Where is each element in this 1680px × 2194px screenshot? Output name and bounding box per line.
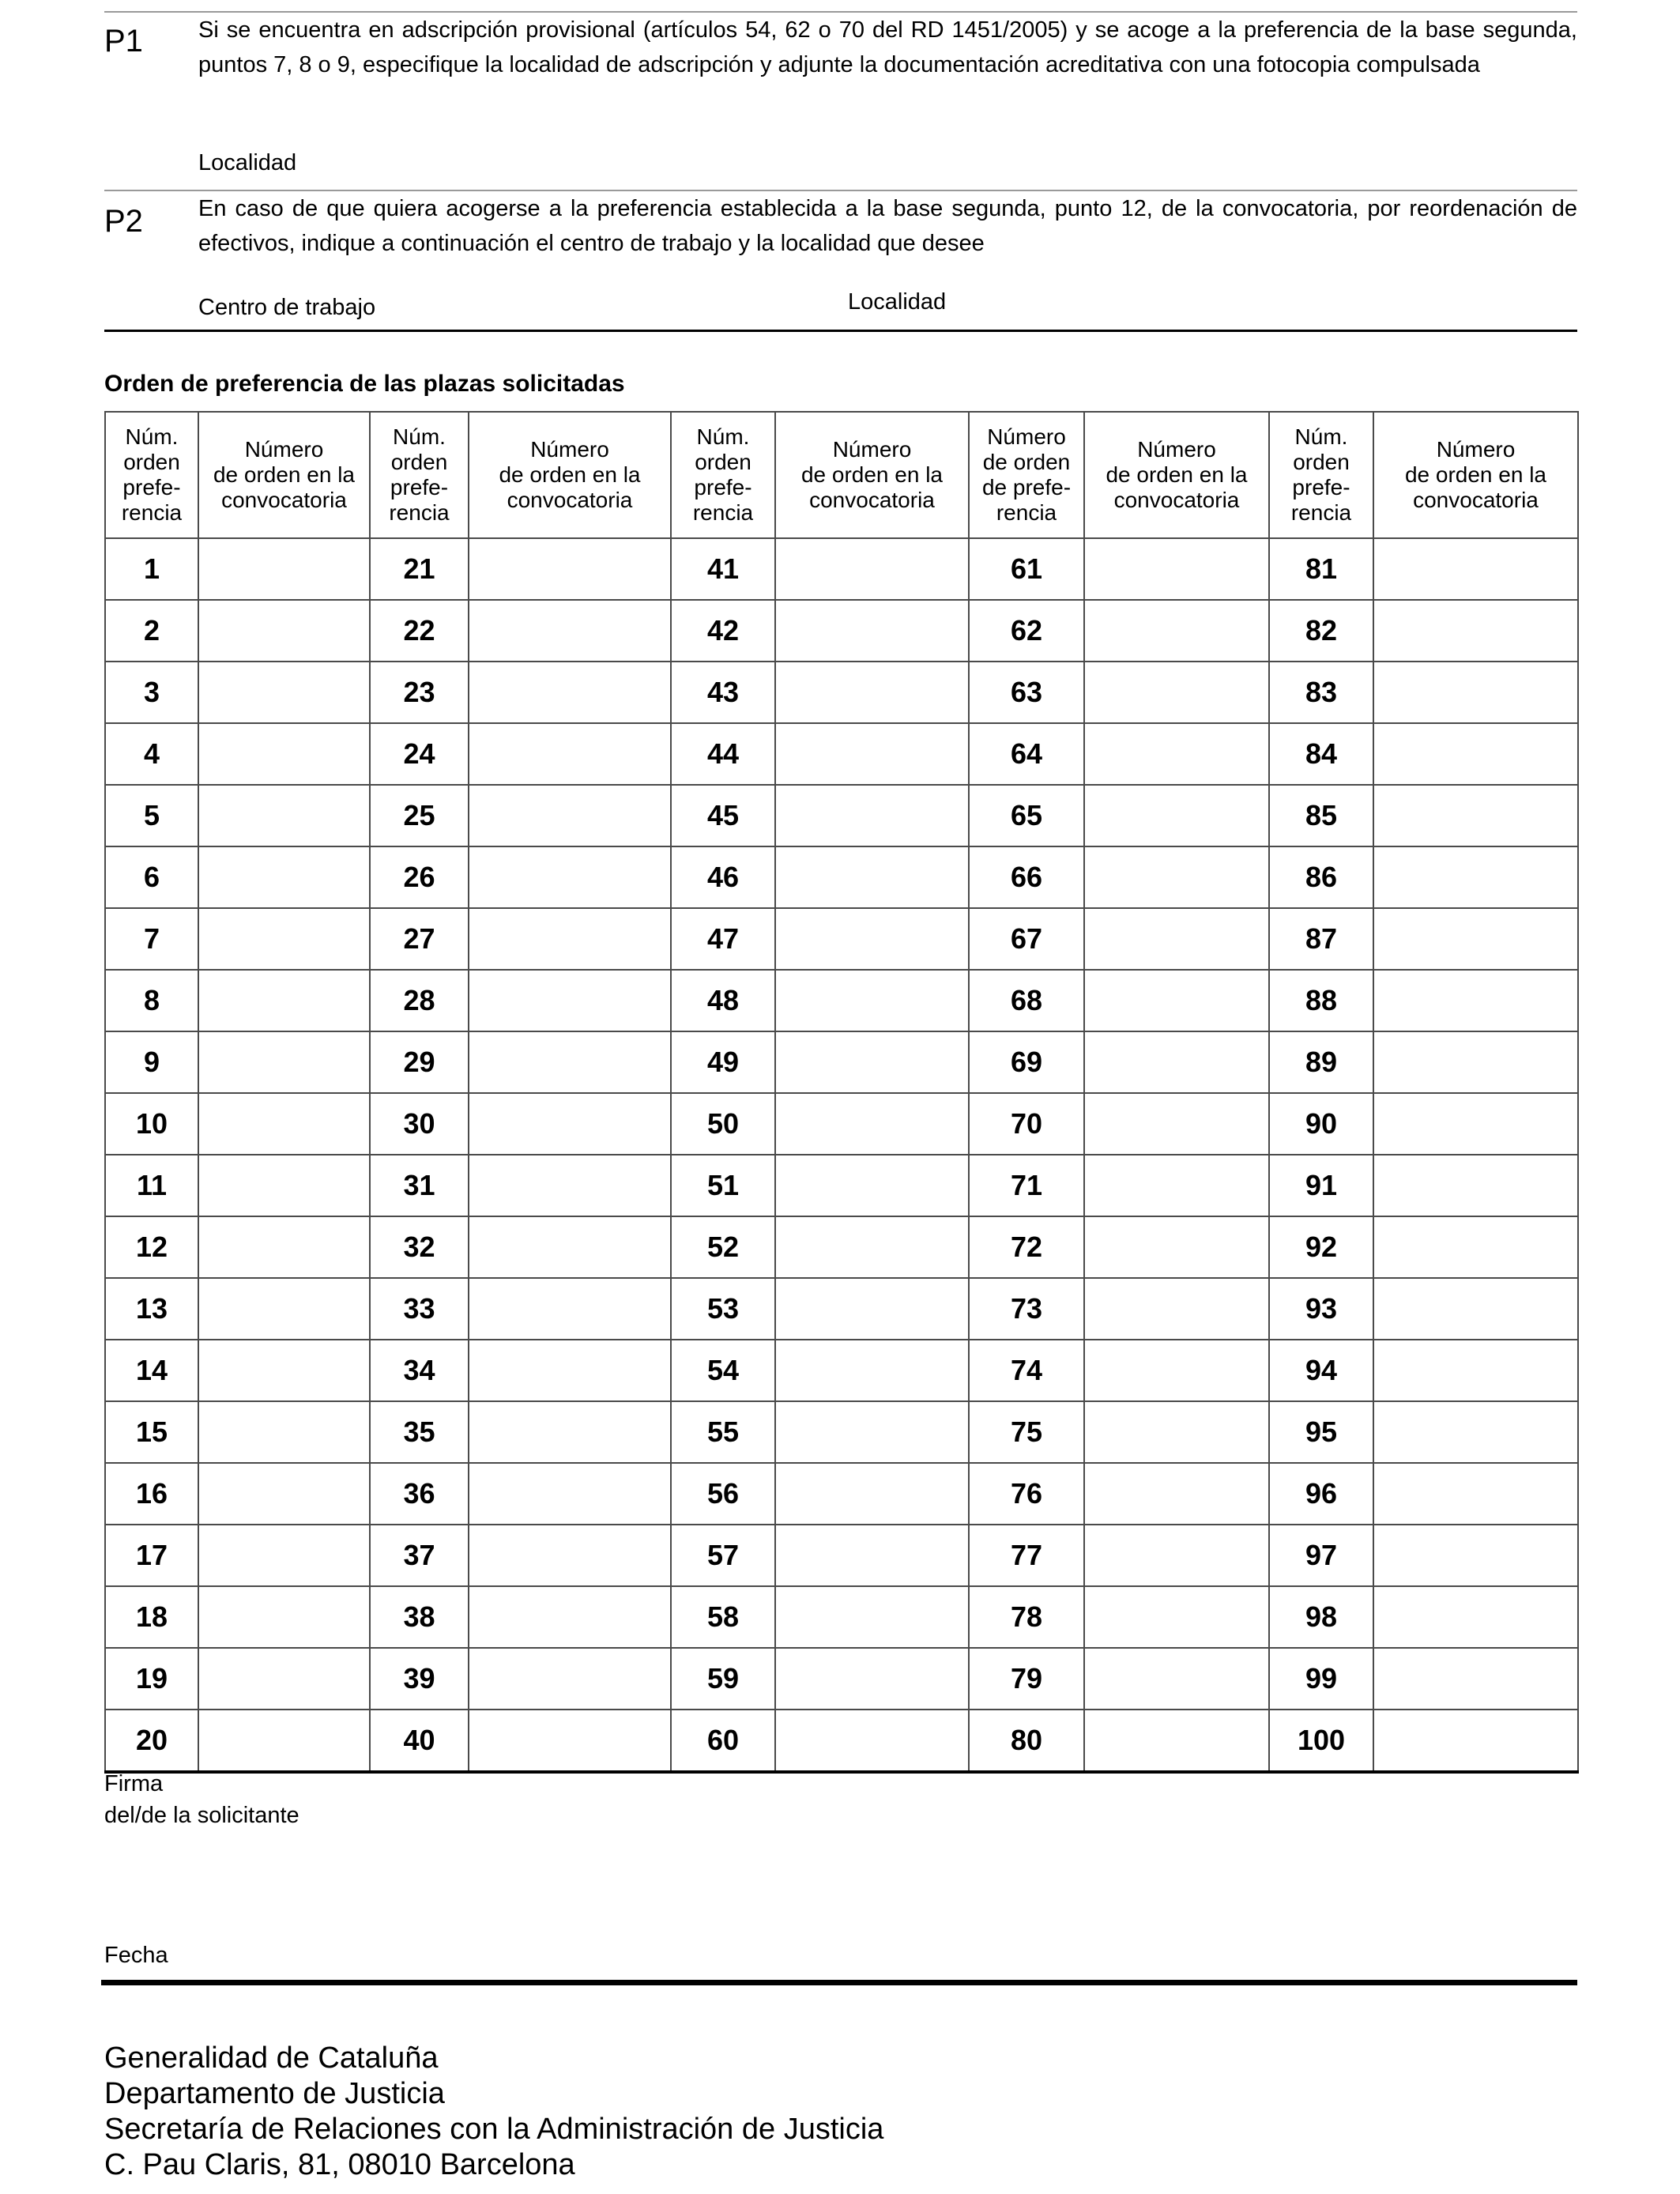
preference-number-cell: 84: [1269, 723, 1373, 785]
convocatoria-number-input-cell[interactable]: [1373, 723, 1578, 785]
p2-centro-label: Centro de trabajo: [198, 295, 376, 320]
preference-number-cell: 73: [969, 1278, 1084, 1340]
convocatoria-number-input-cell[interactable]: [1084, 1340, 1269, 1401]
table-row: [105, 785, 1578, 846]
convocatoria-number-input-cell[interactable]: [1084, 1155, 1269, 1216]
footer-address: C. Pau Claris, 81, 08010 Barcelona: [104, 2148, 575, 2181]
preference-number-cell: 67: [969, 908, 1084, 970]
table-row: [105, 600, 1578, 662]
convocatoria-number-input-cell[interactable]: [775, 908, 969, 970]
convocatoria-number-input-cell[interactable]: [1373, 1463, 1578, 1525]
p2-localidad-label: Localidad: [848, 289, 947, 315]
convocatoria-number-input-cell[interactable]: [1084, 1525, 1269, 1586]
header-numero-orden-convocatoria: Número de orden en la convocatoria: [775, 412, 969, 538]
convocatoria-number-input-cell[interactable]: [775, 970, 969, 1031]
preference-number-cell: 76: [969, 1463, 1084, 1525]
preference-number-cell: 68: [969, 970, 1084, 1031]
table-row: [105, 723, 1578, 785]
convocatoria-number-input-cell[interactable]: [469, 538, 671, 600]
preference-number-cell: 79: [969, 1648, 1084, 1710]
preference-table: [104, 411, 1579, 1774]
convocatoria-number-input-cell[interactable]: [1084, 538, 1269, 600]
signature-bottom-rule: [101, 1980, 1577, 1985]
preference-number-cell: 95: [1269, 1401, 1373, 1463]
header-num-orden-preferencia: Núm. orden prefe- rencia: [105, 412, 198, 538]
preference-number-cell: 62: [969, 600, 1084, 662]
table-row: [105, 908, 1578, 970]
convocatoria-number-input-cell[interactable]: [1084, 1586, 1269, 1648]
preference-number-cell: 43: [671, 662, 775, 723]
convocatoria-number-input-cell[interactable]: [1084, 1031, 1269, 1093]
preference-number-cell: 2: [105, 600, 198, 662]
convocatoria-number-input-cell[interactable]: [198, 723, 370, 785]
preference-number-cell: 59: [671, 1648, 775, 1710]
convocatoria-number-input-cell[interactable]: [775, 1340, 969, 1401]
preference-number-cell: 83: [1269, 662, 1373, 723]
convocatoria-number-input-cell[interactable]: [198, 1710, 370, 1772]
p1-instructions: Si se encuentra en adscripción provisional (artículos 54, 62 o 70 del RD 1451/2005) y se acoge a la preferencia de la base segunda, puntos 7, 8 o 9, especifique la localidad de adscripción y adjunte la documentación acreditativa con una fotocopia compulsada: [198, 17, 1577, 77]
preference-number-cell: 7: [105, 908, 198, 970]
table-row: [105, 1463, 1578, 1525]
convocatoria-number-input-cell[interactable]: [198, 785, 370, 846]
convocatoria-number-input-cell[interactable]: [775, 1155, 969, 1216]
preference-number-cell: 37: [370, 1525, 469, 1586]
preference-number-cell: 90: [1269, 1093, 1373, 1155]
preference-number-cell: 28: [370, 970, 469, 1031]
header-num-orden-preferencia: Núm. orden prefe- rencia: [1269, 412, 1373, 538]
convocatoria-number-input-cell[interactable]: [775, 785, 969, 846]
convocatoria-number-input-cell[interactable]: [775, 662, 969, 723]
convocatoria-number-input-cell[interactable]: [469, 600, 671, 662]
preference-number-cell: 30: [370, 1093, 469, 1155]
preference-number-cell: 61: [969, 538, 1084, 600]
preference-number-cell: 38: [370, 1586, 469, 1648]
convocatoria-number-input-cell[interactable]: [469, 1710, 671, 1772]
table-row: [105, 1093, 1578, 1155]
preference-number-cell: 72: [969, 1216, 1084, 1278]
preference-number-cell: 98: [1269, 1586, 1373, 1648]
preference-number-cell: 18: [105, 1586, 198, 1648]
table-row: [105, 1710, 1578, 1772]
preference-number-cell: 41: [671, 538, 775, 600]
preference-number-cell: 58: [671, 1586, 775, 1648]
convocatoria-number-input-cell[interactable]: [469, 1586, 671, 1648]
preference-number-cell: 45: [671, 785, 775, 846]
preference-number-cell: 36: [370, 1463, 469, 1525]
convocatoria-number-input-cell[interactable]: [1373, 1031, 1578, 1093]
preference-number-cell: 29: [370, 1031, 469, 1093]
table-row: [105, 1648, 1578, 1710]
table-row: [105, 1340, 1578, 1401]
convocatoria-number-input-cell[interactable]: [198, 846, 370, 908]
preference-number-cell: 46: [671, 846, 775, 908]
convocatoria-number-input-cell[interactable]: [198, 1401, 370, 1463]
p2-tag: P2: [104, 204, 143, 239]
preference-number-cell: 74: [969, 1340, 1084, 1401]
signature-label-line2: del/de la solicitante: [104, 1803, 299, 1828]
convocatoria-number-input-cell[interactable]: [469, 1093, 671, 1155]
header-numero-orden-convocatoria: Número de orden en la convocatoria: [1373, 412, 1578, 538]
convocatoria-number-input-cell[interactable]: [1084, 1216, 1269, 1278]
convocatoria-number-input-cell[interactable]: [469, 1463, 671, 1525]
preference-number-cell: 42: [671, 600, 775, 662]
preference-number-cell: 3: [105, 662, 198, 723]
preference-number-cell: 99: [1269, 1648, 1373, 1710]
preference-number-cell: 75: [969, 1401, 1084, 1463]
convocatoria-number-input-cell[interactable]: [469, 846, 671, 908]
convocatoria-number-input-cell[interactable]: [1084, 1710, 1269, 1772]
preference-number-cell: 27: [370, 908, 469, 970]
preference-number-cell: 20: [105, 1710, 198, 1772]
preference-number-cell: 54: [671, 1340, 775, 1401]
preference-number-cell: 82: [1269, 600, 1373, 662]
preference-number-cell: 32: [370, 1216, 469, 1278]
convocatoria-number-input-cell[interactable]: [469, 1155, 671, 1216]
convocatoria-number-input-cell[interactable]: [469, 1401, 671, 1463]
convocatoria-number-input-cell[interactable]: [1373, 1710, 1578, 1772]
convocatoria-number-input-cell[interactable]: [1084, 600, 1269, 662]
convocatoria-number-input-cell[interactable]: [775, 1463, 969, 1525]
preference-number-cell: 12: [105, 1216, 198, 1278]
convocatoria-number-input-cell[interactable]: [198, 1463, 370, 1525]
convocatoria-number-input-cell[interactable]: [198, 908, 370, 970]
preference-number-cell: 81: [1269, 538, 1373, 600]
preference-number-cell: 85: [1269, 785, 1373, 846]
convocatoria-number-input-cell[interactable]: [1373, 846, 1578, 908]
table-row: [105, 1031, 1578, 1093]
preference-number-cell: 8: [105, 970, 198, 1031]
fecha-label: Fecha: [104, 1943, 168, 1968]
preference-number-cell: 4: [105, 723, 198, 785]
table-row: [105, 1216, 1578, 1278]
convocatoria-number-input-cell[interactable]: [775, 1216, 969, 1278]
convocatoria-number-input-cell[interactable]: [1373, 1401, 1578, 1463]
convocatoria-number-input-cell[interactable]: [1373, 1525, 1578, 1586]
convocatoria-number-input-cell[interactable]: [198, 1278, 370, 1340]
preference-number-cell: 92: [1269, 1216, 1373, 1278]
convocatoria-number-input-cell[interactable]: [469, 1525, 671, 1586]
convocatoria-number-input-cell[interactable]: [198, 1586, 370, 1648]
preference-number-cell: 21: [370, 538, 469, 600]
convocatoria-number-input-cell[interactable]: [1373, 970, 1578, 1031]
convocatoria-number-input-cell[interactable]: [775, 723, 969, 785]
footer-department: Departamento de Justicia: [104, 2077, 445, 2110]
preference-number-cell: 100: [1269, 1710, 1373, 1772]
preference-number-cell: 69: [969, 1031, 1084, 1093]
preference-number-cell: 53: [671, 1278, 775, 1340]
convocatoria-number-input-cell[interactable]: [1084, 846, 1269, 908]
convocatoria-number-input-cell[interactable]: [469, 723, 671, 785]
footer-org: Generalidad de Cataluña: [104, 2041, 439, 2075]
convocatoria-number-input-cell[interactable]: [1084, 1401, 1269, 1463]
convocatoria-number-input-cell[interactable]: [469, 662, 671, 723]
convocatoria-number-input-cell[interactable]: [1084, 785, 1269, 846]
convocatoria-number-input-cell[interactable]: [775, 1401, 969, 1463]
preference-number-cell: 14: [105, 1340, 198, 1401]
header-numero-orden-convocatoria: Número de orden en la convocatoria: [1084, 412, 1269, 538]
preference-number-cell: 57: [671, 1525, 775, 1586]
preference-number-cell: 89: [1269, 1031, 1373, 1093]
preference-number-cell: 91: [1269, 1155, 1373, 1216]
preference-number-cell: 23: [370, 662, 469, 723]
convocatoria-number-input-cell[interactable]: [469, 785, 671, 846]
convocatoria-number-input-cell[interactable]: [775, 1710, 969, 1772]
preference-number-cell: 51: [671, 1155, 775, 1216]
preference-number-cell: 44: [671, 723, 775, 785]
convocatoria-number-input-cell[interactable]: [198, 600, 370, 662]
preference-number-cell: 16: [105, 1463, 198, 1525]
signature-label-line1: Firma: [104, 1771, 164, 1796]
preference-number-cell: 77: [969, 1525, 1084, 1586]
preference-number-cell: 17: [105, 1525, 198, 1586]
table-row: [105, 1401, 1578, 1463]
convocatoria-number-input-cell[interactable]: [775, 1648, 969, 1710]
table-row: [105, 1586, 1578, 1648]
convocatoria-number-input-cell[interactable]: [469, 1278, 671, 1340]
preference-number-cell: 65: [969, 785, 1084, 846]
preference-number-cell: 48: [671, 970, 775, 1031]
header-num-orden-preferencia: Núm. orden prefe- rencia: [671, 412, 775, 538]
preference-number-cell: 52: [671, 1216, 775, 1278]
table-body: [105, 538, 1578, 1772]
header-num-orden-preferencia: Número de orden de prefe- rencia: [969, 412, 1084, 538]
preference-number-cell: 60: [671, 1710, 775, 1772]
table-row: [105, 1278, 1578, 1340]
convocatoria-number-input-cell[interactable]: [198, 1340, 370, 1401]
convocatoria-number-input-cell[interactable]: [1373, 662, 1578, 723]
p1-tag: P1: [104, 24, 143, 58]
preference-number-cell: 64: [969, 723, 1084, 785]
convocatoria-number-input-cell[interactable]: [775, 1586, 969, 1648]
preference-number-cell: 78: [969, 1586, 1084, 1648]
preference-number-cell: 9: [105, 1031, 198, 1093]
convocatoria-number-input-cell[interactable]: [1084, 970, 1269, 1031]
convocatoria-number-input-cell[interactable]: [775, 538, 969, 600]
convocatoria-number-input-cell[interactable]: [775, 1278, 969, 1340]
convocatoria-number-input-cell[interactable]: [1373, 1648, 1578, 1710]
convocatoria-number-input-cell[interactable]: [198, 1155, 370, 1216]
preference-number-cell: 40: [370, 1710, 469, 1772]
table-row: [105, 538, 1578, 600]
preference-number-cell: 47: [671, 908, 775, 970]
convocatoria-number-input-cell[interactable]: [469, 1216, 671, 1278]
table-title: Orden de preferencia de las plazas solicitadas: [104, 371, 625, 397]
convocatoria-number-input-cell[interactable]: [1373, 1216, 1578, 1278]
convocatoria-number-input-cell[interactable]: [1373, 1586, 1578, 1648]
footer-secretariat: Secretaría de Relaciones con la Administración de Justicia: [104, 2113, 884, 2146]
preference-number-cell: 13: [105, 1278, 198, 1340]
header-numero-orden-convocatoria: Número de orden en la convocatoria: [198, 412, 370, 538]
preference-number-cell: 93: [1269, 1278, 1373, 1340]
convocatoria-number-input-cell[interactable]: [198, 1031, 370, 1093]
convocatoria-number-input-cell[interactable]: [1084, 1278, 1269, 1340]
preference-number-cell: 15: [105, 1401, 198, 1463]
preference-number-cell: 86: [1269, 846, 1373, 908]
convocatoria-number-input-cell[interactable]: [469, 970, 671, 1031]
table-row: [105, 970, 1578, 1031]
convocatoria-number-input-cell[interactable]: [469, 1031, 671, 1093]
table-row: [105, 662, 1578, 723]
convocatoria-number-input-cell[interactable]: [1084, 723, 1269, 785]
preference-number-cell: 70: [969, 1093, 1084, 1155]
convocatoria-number-input-cell[interactable]: [469, 1648, 671, 1710]
preference-number-cell: 87: [1269, 908, 1373, 970]
preference-number-cell: 6: [105, 846, 198, 908]
preference-number-cell: 25: [370, 785, 469, 846]
preference-number-cell: 50: [671, 1093, 775, 1155]
preference-number-cell: 39: [370, 1648, 469, 1710]
preference-number-cell: 88: [1269, 970, 1373, 1031]
preference-number-cell: 31: [370, 1155, 469, 1216]
convocatoria-number-input-cell[interactable]: [1084, 662, 1269, 723]
convocatoria-number-input-cell[interactable]: [775, 600, 969, 662]
convocatoria-number-input-cell[interactable]: [1373, 538, 1578, 600]
convocatoria-number-input-cell[interactable]: [1373, 1155, 1578, 1216]
convocatoria-number-input-cell[interactable]: [198, 662, 370, 723]
preference-number-cell: 19: [105, 1648, 198, 1710]
convocatoria-number-input-cell[interactable]: [469, 1340, 671, 1401]
convocatoria-number-input-cell[interactable]: [469, 908, 671, 970]
convocatoria-number-input-cell[interactable]: [198, 1525, 370, 1586]
convocatoria-number-input-cell[interactable]: [1373, 908, 1578, 970]
convocatoria-number-input-cell[interactable]: [198, 538, 370, 600]
convocatoria-number-input-cell[interactable]: [198, 1093, 370, 1155]
preference-number-cell: 1: [105, 538, 198, 600]
convocatoria-number-input-cell[interactable]: [1373, 1093, 1578, 1155]
convocatoria-number-input-cell[interactable]: [1084, 908, 1269, 970]
convocatoria-number-input-cell[interactable]: [198, 1648, 370, 1710]
preference-number-cell: 63: [969, 662, 1084, 723]
preference-number-cell: 71: [969, 1155, 1084, 1216]
preference-number-cell: 56: [671, 1463, 775, 1525]
convocatoria-number-input-cell[interactable]: [775, 1525, 969, 1586]
preference-number-cell: 34: [370, 1340, 469, 1401]
preference-number-cell: 5: [105, 785, 198, 846]
convocatoria-number-input-cell[interactable]: [775, 846, 969, 908]
convocatoria-number-input-cell[interactable]: [775, 1093, 969, 1155]
preference-number-cell: 35: [370, 1401, 469, 1463]
table-row: [105, 1525, 1578, 1586]
convocatoria-number-input-cell[interactable]: [198, 1216, 370, 1278]
preference-number-cell: 10: [105, 1093, 198, 1155]
preference-number-cell: 55: [671, 1401, 775, 1463]
header-numero-orden-convocatoria: Número de orden en la convocatoria: [469, 412, 671, 538]
table-header-row: [105, 412, 1578, 538]
preference-number-cell: 94: [1269, 1340, 1373, 1401]
convocatoria-number-input-cell[interactable]: [1373, 1340, 1578, 1401]
p2-instructions: En caso de que quiera acogerse a la preferencia establecida a la base segunda, punto 12, de la convocatoria, por reordenación de efectivos, indique a continuación el centro de trabajo y la localidad que desee: [198, 196, 1577, 256]
preference-number-cell: 24: [370, 723, 469, 785]
header-num-orden-preferencia: Núm. orden prefe- rencia: [370, 412, 469, 538]
preference-number-cell: 96: [1269, 1463, 1373, 1525]
preference-number-cell: 22: [370, 600, 469, 662]
convocatoria-number-input-cell[interactable]: [198, 970, 370, 1031]
convocatoria-number-input-cell[interactable]: [1084, 1093, 1269, 1155]
preference-number-cell: 11: [105, 1155, 198, 1216]
preference-number-cell: 26: [370, 846, 469, 908]
p1-localidad-label: Localidad: [198, 150, 297, 175]
convocatoria-number-input-cell[interactable]: [1084, 1463, 1269, 1525]
preference-number-cell: 33: [370, 1278, 469, 1340]
preference-number-cell: 66: [969, 846, 1084, 908]
convocatoria-number-input-cell[interactable]: [775, 1031, 969, 1093]
table-row: [105, 1155, 1578, 1216]
convocatoria-number-input-cell[interactable]: [1373, 600, 1578, 662]
table-row: [105, 846, 1578, 908]
convocatoria-number-input-cell[interactable]: [1373, 1278, 1578, 1340]
convocatoria-number-input-cell[interactable]: [1373, 785, 1578, 846]
preference-number-cell: 80: [969, 1710, 1084, 1772]
p2-bottom-rule: [104, 330, 1577, 332]
signature-label: [104, 1768, 299, 1831]
preference-number-cell: 97: [1269, 1525, 1373, 1586]
convocatoria-number-input-cell[interactable]: [1084, 1648, 1269, 1710]
preference-number-cell: 49: [671, 1031, 775, 1093]
